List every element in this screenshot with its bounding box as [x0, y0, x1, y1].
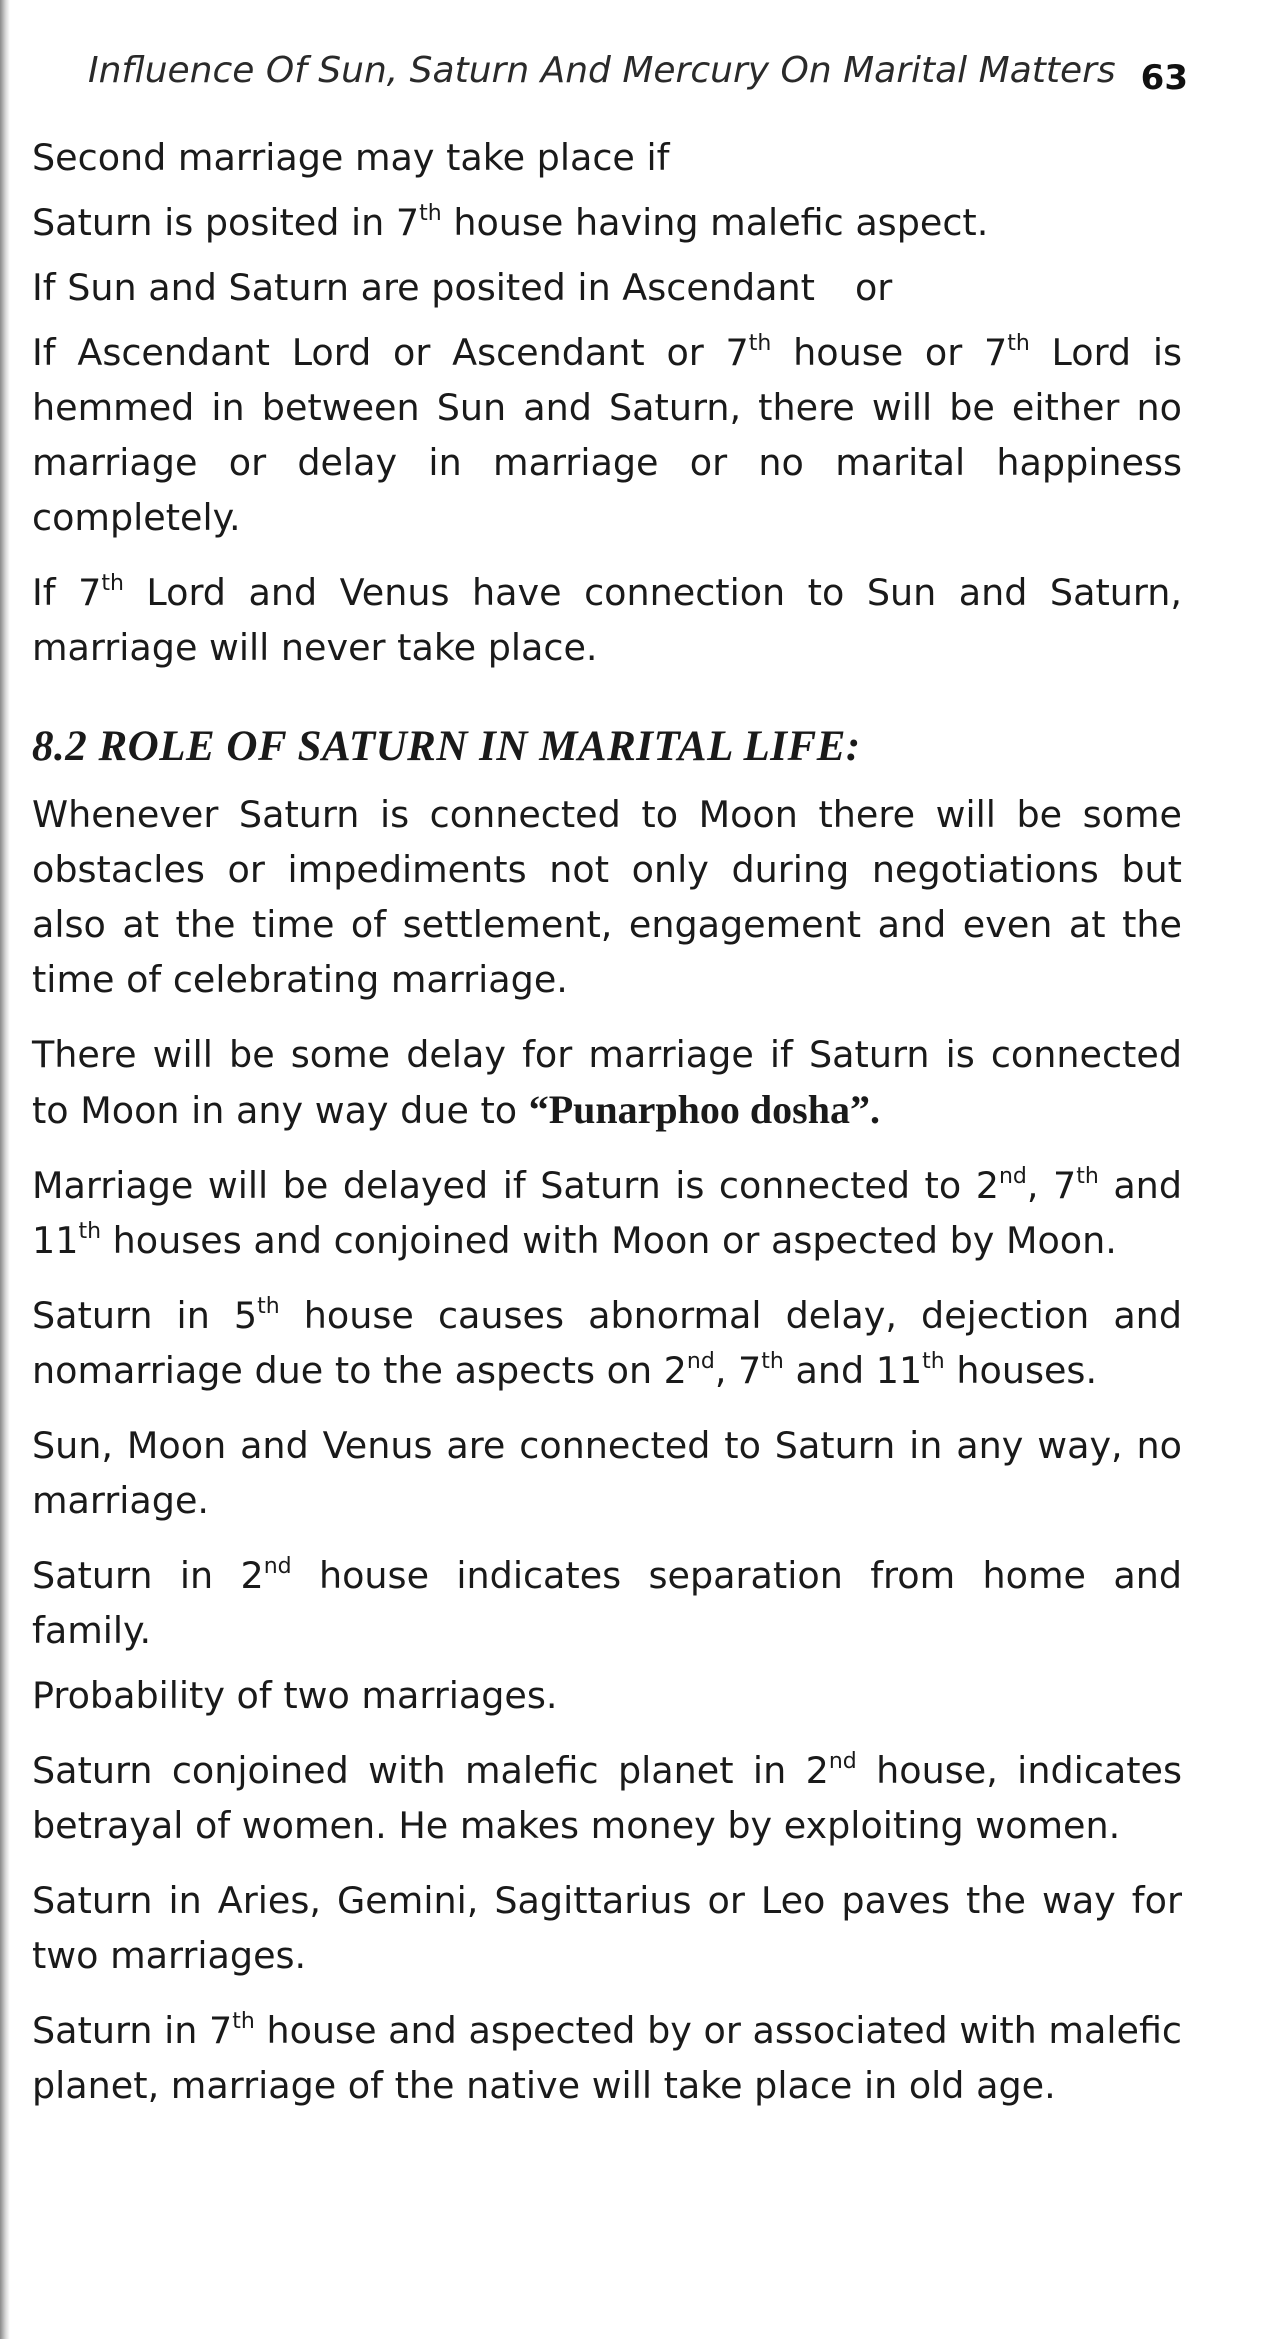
superscript: nd: [998, 1164, 1027, 1189]
paragraph-aries-gemini: [32, 1873, 1182, 1983]
text: Lord is hemmed in between Sun and Saturn, there will be either no marriage or delay in marriage or no marital happiness completely.: [32, 331, 1182, 539]
paragraph-7th-lord-venus: [32, 565, 1182, 675]
superscript: th: [78, 1219, 102, 1244]
running-title: Influence Of Sun, Saturn And Mercury On Marital Matters: [88, 50, 1116, 91]
text: and 11: [783, 1349, 923, 1392]
text: house causes abnormal delay, dejection and nomarriage due to the aspects on 2: [32, 1294, 1182, 1392]
superscript: th: [257, 1294, 280, 1319]
paragraph-betrayal: [32, 1743, 1182, 1853]
text: house having malefic aspect.: [441, 201, 989, 244]
text: house or 7: [771, 331, 1008, 374]
superscript: th: [1076, 1164, 1099, 1189]
superscript: th: [748, 331, 772, 356]
paragraph-saturn-7th-house: [32, 195, 1182, 250]
text: Saturn in 7: [32, 2009, 233, 2052]
superscript: th: [1007, 331, 1030, 356]
text: Saturn conjoined with malefic planet in 2: [32, 1749, 829, 1792]
text: Marriage will be delayed if Saturn is connected to 2: [32, 1164, 999, 1207]
paragraph-saturn-moon-obstacles: [32, 787, 1182, 1007]
text: Second marriage may take place if: [32, 136, 670, 179]
superscript: th: [761, 1349, 784, 1374]
section-heading: 8.2 ROLE OF SATURN IN MARITAL LIFE:: [32, 723, 861, 770]
paragraph-two-marriages: [32, 1668, 1182, 1723]
paragraph-hemmed-in: [32, 325, 1182, 545]
superscript: th: [419, 201, 442, 226]
page-body: [32, 130, 1182, 2133]
page-edge-shadow: [0, 0, 10, 2339]
bold-term: “Punarphoo dosha”.: [528, 1087, 880, 1132]
or-word: or: [854, 266, 893, 309]
paragraph-old-age: [32, 2003, 1182, 2113]
text: , 7: [1026, 1164, 1077, 1207]
superscript: nd: [828, 1749, 857, 1774]
text: There will be some delay for marriage if Saturn is connected to Moon in any way due to: [32, 1033, 1182, 1132]
text: If 7: [32, 571, 102, 614]
paragraph-sun-saturn-ascendant: [32, 260, 1182, 315]
text: Lord and Venus have connection to Sun and Saturn, marriage will never take place.: [32, 571, 1182, 669]
text: , 7: [714, 1349, 762, 1392]
text: Saturn in 5: [32, 1294, 258, 1337]
text: house, indicates betrayal of women. He makes money by exploiting women.: [32, 1749, 1182, 1847]
paragraph-saturn-2nd-house: [32, 1548, 1182, 1658]
superscript: th: [922, 1349, 945, 1374]
superscript: nd: [686, 1349, 715, 1374]
text: Saturn in Aries, Gemini, Sagittarius or Leo paves the way for two marriages.: [32, 1879, 1182, 1977]
text: Saturn in 2: [32, 1554, 264, 1597]
text: house indicates separation from home and family.: [32, 1554, 1182, 1652]
text: Probability of two marriages.: [32, 1674, 558, 1717]
text: Whenever Saturn is connected to Moon there will be some obstacles or impediments not only during negotiations but also at the time of settlement, engagement and even at the time of celebrating marriage.: [32, 793, 1182, 1001]
text: Saturn is posited in 7: [32, 201, 420, 244]
paragraph-delayed-marriage: [32, 1158, 1182, 1268]
superscript: th: [232, 2009, 255, 2034]
superscript: nd: [263, 1554, 292, 1579]
paragraph-sun-moon-venus: [32, 1418, 1182, 1528]
paragraph-second-marriage-intro: [32, 130, 1182, 185]
text: If Ascendant Lord or Ascendant or 7: [32, 331, 749, 374]
text: houses and conjoined with Moon or aspected by Moon.: [101, 1219, 1117, 1262]
text: and 11: [32, 1164, 1182, 1262]
text: If Sun and Saturn are posited in Ascendant: [32, 266, 815, 309]
page-number: 63: [1140, 58, 1188, 98]
text: Sun, Moon and Venus are connected to Saturn in any way, no marriage.: [32, 1424, 1182, 1522]
superscript: th: [101, 571, 124, 596]
paragraph-saturn-5th-house: [32, 1288, 1182, 1398]
page-header: [88, 44, 1188, 104]
text: house and aspected by or associated with malefic planet, marriage of the native will take place in old age.: [32, 2009, 1183, 2107]
paragraph-punarphoo-dosha: [32, 1027, 1182, 1138]
text: houses.: [944, 1349, 1098, 1392]
